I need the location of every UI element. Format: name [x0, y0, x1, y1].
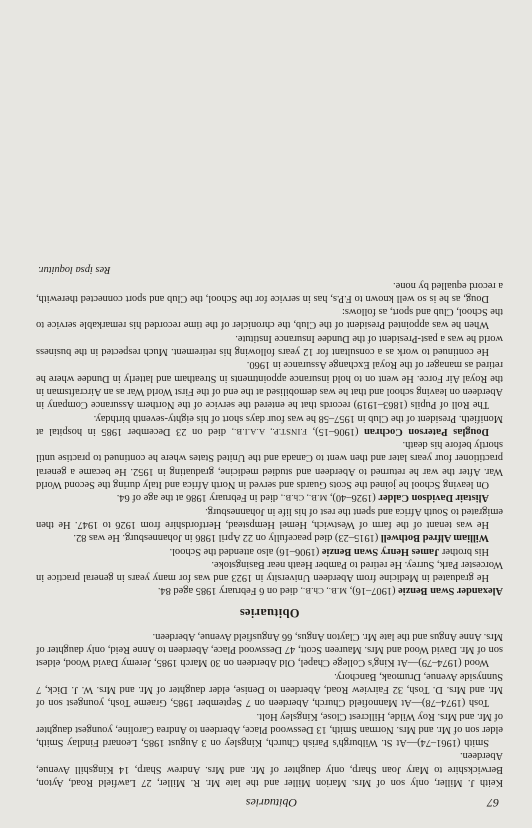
obituaries-heading: Obituaries [239, 606, 300, 621]
obituary-benzie: Alexander Swan Benzie (1907–16), M.B., Ch.B., died on 6 February 1985 aged 84. [157, 585, 503, 597]
obituary-paragraph: His brother James Henry Swan Benzie (1906–16) also attended the School. [169, 545, 489, 557]
obituary-paragraph: He continued to work as a consultant for 12 years following his retirement. Much respected in the business world he was a past-President of the Dundee Insurance Institute. [36, 332, 503, 358]
marriage-entry: Keith J. Miller, only son of Mrs. Marion Miller and the late Mr. R. Miller, 27 Lawfield Road, Ayton, Berwickshire to Mary Joan Sharp, only daughter of Mr. and Mrs. Andrew Sharp, 14 Kingshill Avenue, Aberdeen. [36, 750, 503, 788]
obituary-paragraph: The Roll of Pupils (1863–1919) records that he entered the service of the Northern Assurance Company in Aberdeen on leaving school and that he was demobilised at the end of the First World War as an Aircraftsman in the Royal Air Force. He went on to hold insurance appointments in Streatham and latterly in Dundee where he retired as manager of the Royal Exchange Assurance in 1960. [36, 359, 503, 411]
obituary-paragraph: He was tenant of the farm of Westwich, Hemel Hempstead, Hertfordshire from 1926 to 1947. He then emigrated to South Africa and spent the rest of his life in Johannesburg. [36, 505, 503, 530]
obituary-name: Alexander Swan Benzie [398, 585, 503, 597]
marriages-section [36, 629, 503, 789]
page-header [42, 795, 499, 810]
obituary-cochran: Douglas Paterson Cochran (1906–15), F.INST.P., A.A.I.B., died on 23 December 1985 in hospital at Monifieth. President of the Club in 1957–58 he was four days short of his eighty-seventh birthday. [36, 412, 503, 437]
running-title: Obituaries [245, 796, 298, 810]
obituary-quote: Doug, as he is so well known to F.P.s, has in service for the School, the Club and sport connected therewith, a record equalled by none. [36, 279, 503, 304]
obituary-name: Alistair Davidson Calder [378, 492, 489, 504]
marriage-entry: Tosh (1974–78)—At Mannofield Church, Aberdeen on 7 September 1985, Graeme Tosh, youngest son of Mr. and Mrs. D. Tosh, 32 Fairview Road, Aberdeen to Denise, elder daughter of Mr. and Mrs. W. J. Dick, 7 Sunnyside Avenue, Drumoak, Banchory. [36, 670, 503, 709]
obituaries-section [36, 263, 503, 597]
obituary-paragraph: He graduated in Medicine from Aberdeen University in 1923 and was for many years in general practice in Worcester Park, Surrey. He retired to Pamber Heath near Basingstoke. [36, 558, 503, 584]
quote-signature: Res ipsa loquitur. [38, 264, 111, 276]
obituary-bothwell: William Alfred Bothwell (1915–23) died peacefully on 22 April 1986 in Johannesburg. He was 82. [73, 532, 489, 544]
page-number: 67 [487, 796, 499, 810]
obituary-paragraph: When he was appointed President of the Club, the chronicler of the time recorded his remarkable service to the School, Club and sport, as follows: [36, 306, 503, 331]
obituary-paragraph: On leaving School he joined the Scots Guards and served in North Africa and Italy during the Second World War. After the war he returned to Aberdeen and studied medicine, graduating in 1952. He became a general practitioner four years later and then went to Canada and the United States where he continued to practise until shortly before his death. [36, 439, 503, 491]
obituary-name: William Alfred Bothwell [380, 532, 489, 544]
obituary-name: Douglas Paterson Cochran [364, 425, 489, 437]
marriage-entry: Smith (1961–74)—At St. Wilburgh's Parish Church, Kingsley on 3 August 1985, Leonard Findlay Smith, elder son of Mr. and Mrs. Norman Smith, 13 Desswood Place, Aberdeen to Andrea Caroline, youngest daughter of Mr. and Mrs. Roy Wilde, Hillcrest Close, Kingsley Holt. [36, 710, 503, 749]
marriage-entry: Wood (1974–79)—At King's College Chapel, Old Aberdeen on 30 March 1985, Jeremy David Wood, eldest son of Mr. David Wood and Mrs. Maureen Scott, 47 Desswood Place, Aberdeen to Anne Reid, only daughter of Mrs. Anne Angus and the late Mr. Clayton Angus, 66 Angusfield Avenue, Aberdeen. [36, 630, 503, 669]
obituary-calder: Alistair Davidson Calder (1926–40), M.B., Ch.B., died in February 1986 at the age of 64. [116, 492, 489, 504]
